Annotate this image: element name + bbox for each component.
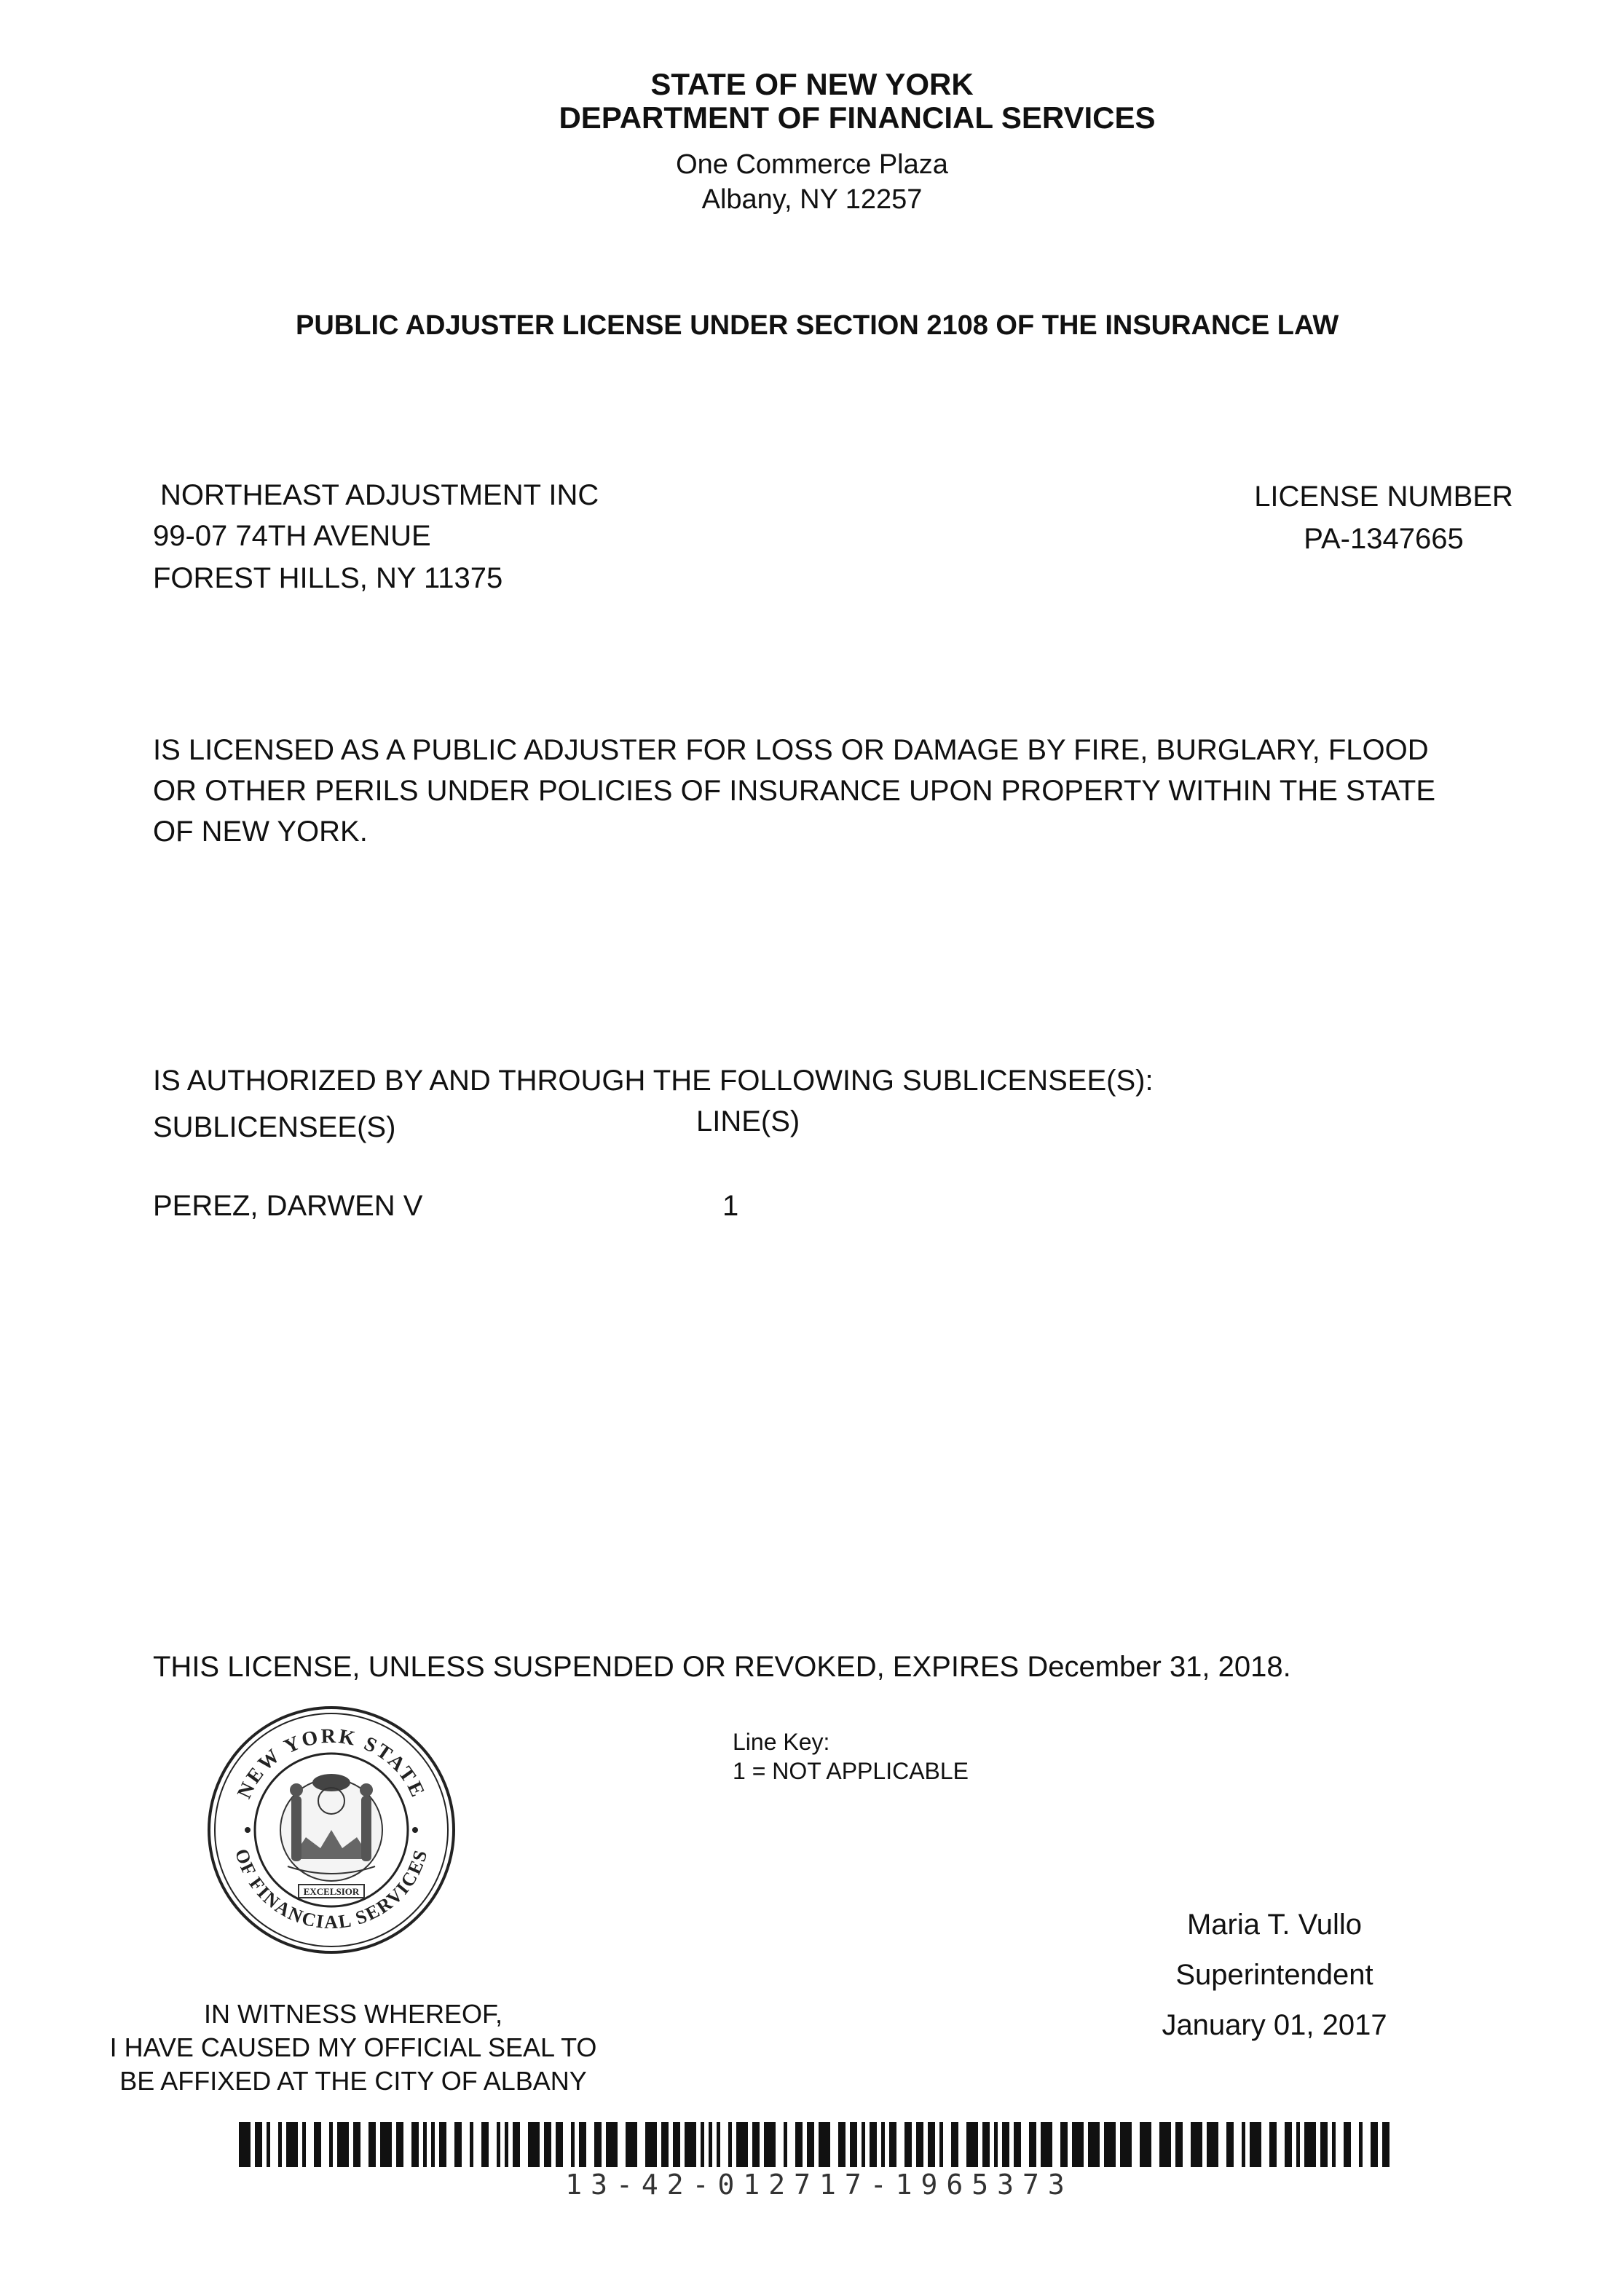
barcode-bar [838,2122,845,2167]
barcode-bar [1060,2122,1068,2167]
barcode-bar [728,2122,732,2167]
witness-line-3: BE AFFIXED AT THE CITY OF ALBANY [119,2066,587,2096]
barcode-bar [579,2122,586,2167]
barcode-bar [1371,2122,1378,2167]
signatory-title: Superintendent [1175,1959,1373,1991]
barcode-bar [881,2122,885,2167]
barcode-bar [928,2122,935,2167]
sublicensee-row-name: PEREZ, DARWEN V [153,1190,423,1222]
expiration-statement: THIS LICENSE, UNLESS SUSPENDED OR REVOKED, EXPIRES December 31, 2018. [153,1651,1291,1683]
barcode-bar [528,2122,540,2167]
barcode-bar [701,2122,704,2167]
barcode-bar [1191,2122,1202,2167]
license-title: PUBLIC ADJUSTER LICENSE UNDER SECTION 2108 OF THE INSURANCE LAW [296,310,1339,341]
barcode-bar [239,2122,251,2167]
address-line-1: One Commerce Plaza [676,149,948,180]
barcode-bar [571,2122,575,2167]
barcode-bar [1332,2122,1336,2167]
barcode-bar [795,2122,803,2167]
barcode-bar [951,2122,958,2167]
barcode-bar [709,2122,712,2167]
barcode-bar [337,2122,349,2167]
sublicensee-row-lines: 1 [722,1190,739,1222]
barcode-bar [380,2122,392,2167]
barcode-bar [889,2122,896,2167]
barcode-bar [1104,2122,1116,2167]
barcode-bar [454,2122,462,2167]
barcode-bar [673,2122,680,2167]
barcode-bar [862,2122,865,2167]
barcode-bar [278,2122,282,2167]
barcode-bar [431,2122,435,2167]
barcode-bar [544,2122,551,2167]
signatory-date: January 01, 2017 [1162,2009,1387,2041]
barcode-bar [850,2122,857,2167]
barcode-bar [994,2122,998,2167]
barcode-bar [353,2122,360,2167]
barcode-bar [423,2122,427,2167]
barcode-bar [1140,2122,1151,2167]
sublicensee-intro: IS AUTHORIZED BY AND THROUGH THE FOLLOWING SUBLICENSEE(S): [153,1065,1154,1097]
barcode-bar [807,2122,814,2167]
barcode-bar [1344,2122,1351,2167]
sublicensee-column-header: SUBLICENSEE(S) [153,1111,396,1143]
barcode-bar [904,2122,912,2167]
line-key-entry: 1 = NOT APPLICABLE [733,1758,969,1784]
barcode-bar [1250,2122,1261,2167]
license-statement-line-3: OF NEW YORK. [153,816,368,848]
barcode-bar [717,2122,720,2167]
barcode-bar [752,2122,760,2167]
barcode-bar [982,2122,990,2167]
state-title: STATE OF NEW YORK [650,67,974,101]
barcode-bar [870,2122,877,2167]
barcode-bar [685,2122,696,2167]
barcode-number: 13-42-012717-1965373 [565,2169,1073,2201]
barcode-bar [661,2122,669,2167]
barcode-bars [239,2122,1397,2173]
barcode-bar [1014,2122,1021,2167]
barcode-bar [255,2122,262,2167]
barcode-bar [411,2122,419,2167]
license-number-label: LICENSE NUMBER [1254,481,1513,513]
barcode-bar [764,2122,776,2167]
barcode-bar [439,2122,446,2167]
seal-bottom-text: OF FINANCIAL SERVICES [230,1846,432,1933]
barcode-bar [1304,2122,1316,2167]
lines-column-header: LINE(S) [696,1105,800,1137]
department-title: DEPARTMENT OF FINANCIAL SERVICES [559,100,1156,135]
barcode-bar [1159,2122,1171,2167]
barcode-bar [267,2122,270,2167]
license-number-value: PA-1347665 [1304,523,1464,555]
licensee-city: FOREST HILLS, NY 11375 [153,562,503,594]
barcode-bar [1207,2122,1218,2167]
barcode-bar [916,2122,923,2167]
license-statement-line-1: IS LICENSED AS A PUBLIC ADJUSTER FOR LOSS OR DAMAGE BY FIRE, BURGLARY, FLOOD [153,734,1429,766]
barcode-bar [470,2122,473,2167]
barcode-bar [302,2122,306,2167]
barcode-bar [1120,2122,1132,2167]
department-seal [204,1703,459,1957]
barcode-bar [594,2122,602,2167]
line-key-title: Line Key: [733,1729,830,1755]
barcode-bar [1226,2122,1234,2167]
barcode-bar [606,2122,618,2167]
barcode-bar [784,2122,787,2167]
license-statement-line-2: OR OTHER PERILS UNDER POLICIES OF INSURANCE UPON PROPERTY WITHIN THE STATE [153,775,1435,807]
barcode-bar [1242,2122,1245,2167]
barcode-bar [286,2122,298,2167]
barcode-bar [1029,2122,1036,2167]
witness-line-1: IN WITNESS WHEREOF, [203,1999,502,2029]
address-line-2: Albany, NY 12257 [701,184,923,215]
barcode-bar [966,2122,978,2167]
barcode-bar [1320,2122,1328,2167]
barcode-bar [505,2122,508,2167]
barcode-bar [329,2122,333,2167]
signatory-name: Maria T. Vullo [1186,1909,1363,1941]
barcode-bar [1285,2122,1292,2167]
barcode-bar [1269,2122,1277,2167]
licensee-name: NORTHEAST ADJUSTMENT INC [160,479,599,511]
barcode-bar [626,2122,637,2167]
barcode-bar [1296,2122,1300,2167]
barcode-bar [939,2122,943,2167]
witness-line-2: I HAVE CAUSED MY OFFICIAL SEAL TO [109,2032,597,2062]
barcode-bar [368,2122,376,2167]
barcode-bar [1359,2122,1363,2167]
barcode-bar [1088,2122,1100,2167]
seal-top-text: NEW YORK STATE [233,1724,430,1802]
barcode-bar [1382,2122,1390,2167]
barcode-bar [819,2122,830,2167]
barcode-bar [736,2122,748,2167]
barcode-bar [513,2122,520,2167]
barcode-bar [396,2122,403,2167]
barcode-bar [1041,2122,1052,2167]
barcode-bar [1072,2122,1084,2167]
barcode-bar [556,2122,563,2167]
barcode-bar [1175,2122,1183,2167]
licensee-street: 99-07 74TH AVENUE [153,520,431,552]
barcode-bar [1002,2122,1009,2167]
barcode-bar [497,2122,500,2167]
seal-motto: EXCELSIOR [303,1886,360,1897]
barcode-bar [645,2122,657,2167]
barcode-bar [481,2122,489,2167]
barcode-bar [314,2122,321,2167]
